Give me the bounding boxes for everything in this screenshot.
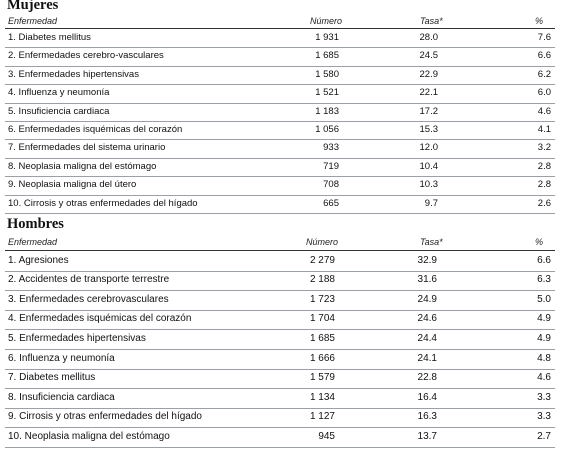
row-tasa: 15.3 — [419, 124, 438, 135]
row-numero: 719 — [323, 160, 339, 172]
row-pct: 6.0 — [537, 87, 551, 99]
row-pct: 2.8 — [537, 179, 551, 191]
row-pct: 6.6 — [537, 254, 551, 266]
row-pct: 4.9 — [537, 332, 551, 344]
row-tasa: 28.0 — [419, 32, 438, 43]
row-pct: 3.2 — [537, 142, 551, 154]
section-title-hombres: Hombres — [7, 216, 64, 232]
header-numero: Número — [310, 16, 343, 26]
table-row — [5, 121, 555, 140]
row-numero: 945 — [318, 430, 335, 442]
row-tasa: 10.3 — [419, 179, 438, 191]
row-numero: 2 188 — [309, 274, 335, 286]
table-row — [5, 195, 555, 214]
row-numero: 1 579 — [309, 372, 335, 384]
row-numero: 2 279 — [309, 254, 335, 266]
header-pct: % — [535, 237, 544, 247]
row-pct: 6.3 — [537, 274, 551, 286]
row-numero: 1 685 — [315, 50, 339, 62]
row-tasa: 22.1 — [419, 87, 438, 99]
row-numero: 1 521 — [315, 87, 339, 99]
table-row — [5, 139, 555, 158]
table-row — [5, 290, 555, 311]
row-numero: 1 931 — [315, 32, 339, 43]
table-row — [5, 176, 555, 195]
table-row — [5, 158, 555, 177]
table-row — [5, 251, 555, 272]
table-row — [5, 329, 555, 350]
row-tasa: 22.9 — [419, 68, 438, 80]
row-pct: 4.6 — [537, 372, 551, 384]
row-pct: 3.3 — [537, 411, 551, 423]
row-pct: 4.9 — [537, 313, 551, 325]
row-disease-name: 2. Accidentes de transporte terrestre — [8, 274, 170, 286]
table-row — [5, 66, 555, 85]
row-tasa: 16.3 — [417, 411, 437, 423]
table-row — [5, 349, 555, 370]
row-numero: 1 704 — [309, 313, 335, 325]
row-disease-name: 7. Diabetes mellitus — [8, 372, 96, 384]
row-pct: 3.3 — [537, 391, 551, 403]
row-numero: 1 685 — [309, 332, 335, 344]
row-tasa: 16.4 — [417, 391, 437, 403]
table-row — [5, 427, 555, 448]
row-tasa: 13.7 — [417, 430, 437, 442]
row-numero: 1 127 — [309, 411, 335, 423]
row-disease-name: 9. Neoplasia maligna del útero — [8, 179, 137, 191]
header-pct: % — [535, 16, 544, 26]
row-numero: 665 — [323, 197, 339, 209]
row-disease-name: 2. Enfermedades cerebro-vasculares — [8, 50, 164, 62]
row-pct: 2.8 — [537, 160, 551, 172]
row-tasa: 9.7 — [424, 197, 438, 209]
row-numero: 933 — [323, 142, 339, 154]
table-row — [5, 310, 555, 331]
row-disease-name: 6. Enfermedades isquémicas del corazón — [8, 124, 183, 135]
row-numero: 1 056 — [315, 124, 339, 135]
header-enfermedad: Enfermedad — [8, 237, 58, 247]
row-pct: 5.0 — [537, 293, 551, 305]
row-disease-name: 1. Agresiones — [8, 254, 69, 266]
row-disease-name: 3. Enfermedades hipertensivas — [8, 68, 139, 80]
table-row — [5, 47, 555, 66]
row-numero: 708 — [323, 179, 339, 191]
row-pct: 6.6 — [537, 50, 551, 62]
row-numero: 1 666 — [309, 352, 335, 364]
table-row — [5, 84, 555, 103]
section-title-mujeres: Mujeres — [7, 0, 59, 13]
header-tasa: Tasa* — [420, 16, 443, 26]
header-numero: Número — [306, 237, 339, 247]
row-disease-name: 3. Enfermedades cerebrovasculares — [8, 293, 169, 305]
row-disease-name: 5. Enfermedades hipertensivas — [8, 332, 146, 344]
row-tasa: 32.9 — [417, 254, 437, 266]
row-pct: 4.1 — [537, 124, 551, 135]
row-disease-name: 8. Neoplasia maligna del estómago — [8, 160, 157, 172]
row-disease-name: 10. Neoplasia maligna del estómago — [8, 430, 170, 442]
row-tasa: 24.5 — [419, 50, 438, 62]
row-disease-name: 6. Influenza y neumonía — [8, 352, 115, 364]
row-tasa: 24.6 — [417, 313, 437, 325]
row-tasa: 22.8 — [417, 372, 437, 384]
row-disease-name: 1. Diabetes mellitus — [8, 32, 91, 43]
row-numero: 1 580 — [315, 68, 339, 80]
header-enfermedad: Enfermedad — [8, 16, 58, 26]
row-numero: 1 183 — [315, 105, 339, 117]
row-pct: 6.2 — [537, 68, 551, 80]
table-row — [5, 271, 555, 292]
row-disease-name: 5. Insuficiencia cardiaca — [8, 105, 110, 117]
row-disease-name: 7. Enfermedades del sistema urinario — [8, 142, 166, 154]
row-numero: 1 723 — [309, 293, 335, 305]
table-row — [5, 103, 555, 122]
row-pct: 4.6 — [537, 105, 551, 117]
table-row — [5, 408, 555, 429]
row-pct: 2.7 — [537, 430, 551, 442]
row-tasa: 24.9 — [417, 293, 437, 305]
row-tasa: 31.6 — [417, 274, 437, 286]
row-tasa: 10.4 — [419, 160, 438, 172]
header-tasa: Tasa* — [420, 237, 443, 247]
table-row — [5, 369, 555, 390]
table-row — [5, 388, 555, 409]
row-disease-name: 4. Influenza y neumonía — [8, 87, 110, 99]
row-pct: 2.6 — [537, 197, 551, 209]
row-disease-name: 8. Insuficiencia cardiaca — [8, 391, 115, 403]
row-pct: 4.8 — [537, 352, 551, 364]
row-tasa: 17.2 — [419, 105, 438, 117]
row-numero: 1 134 — [309, 391, 335, 403]
row-tasa: 24.1 — [417, 352, 437, 364]
row-disease-name: 4. Enfermedades isquémicas del corazón — [8, 313, 192, 325]
row-tasa: 12.0 — [419, 142, 438, 154]
row-disease-name: 10. Cirrosis y otras enfermedades del hígado — [8, 197, 198, 209]
table-row — [5, 29, 555, 48]
row-disease-name: 9. Cirrosis y otras enfermedades del hígado — [8, 411, 202, 423]
row-tasa: 24.4 — [417, 332, 437, 344]
row-pct: 7.6 — [537, 32, 551, 43]
